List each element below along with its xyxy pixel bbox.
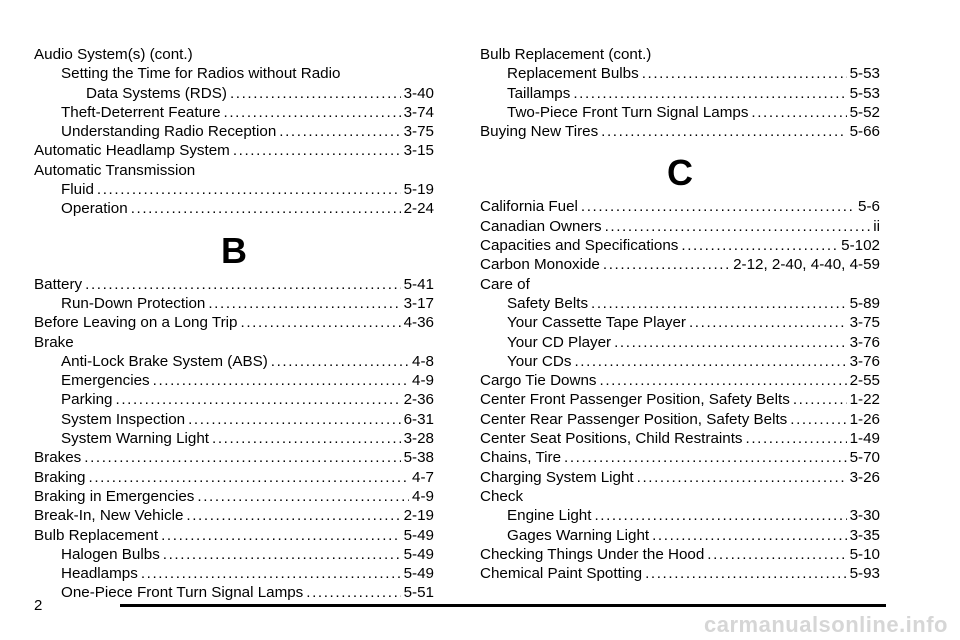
index-entry-text: Buying New Tires bbox=[480, 123, 599, 141]
index-entry-page: 5-51 bbox=[403, 584, 434, 602]
leader-dots bbox=[131, 199, 401, 218]
index-entry-page: 3-76 bbox=[849, 352, 880, 370]
index-entry-page: 5-49 bbox=[403, 526, 434, 544]
index-entry-text: Canadian Owners bbox=[480, 217, 602, 235]
index-entry bbox=[34, 506, 434, 525]
index-entry-text: Check bbox=[480, 487, 524, 505]
index-column-left bbox=[34, 45, 434, 603]
leader-dots bbox=[85, 275, 400, 294]
leader-dots bbox=[271, 352, 409, 371]
index-entry-text: Engine Light bbox=[507, 507, 592, 525]
leader-dots bbox=[153, 371, 409, 390]
index-entry-page: 1-22 bbox=[849, 391, 880, 409]
leader-dots bbox=[581, 197, 855, 216]
index-entry bbox=[34, 122, 434, 141]
leader-dots bbox=[637, 468, 847, 487]
index-entry bbox=[34, 410, 434, 429]
index-entry bbox=[34, 526, 434, 545]
footer-rule bbox=[120, 604, 886, 607]
index-entry-page: 3-17 bbox=[403, 294, 434, 312]
index-entry-text: Charging System Light bbox=[480, 468, 634, 486]
leader-dots bbox=[224, 103, 401, 122]
leader-dots bbox=[306, 583, 400, 602]
index-entry-text: Gages Warning Light bbox=[507, 526, 650, 544]
leader-dots bbox=[574, 352, 846, 371]
index-entry-page: 5-93 bbox=[849, 565, 880, 583]
index-entry-text: System Warning Light bbox=[61, 430, 209, 448]
leader-dots bbox=[681, 236, 838, 255]
index-entry-page: 3-28 bbox=[403, 430, 434, 448]
index-entry-page: 4-36 bbox=[403, 314, 434, 332]
index-entry bbox=[34, 487, 434, 506]
index-entry-page: 3-30 bbox=[849, 507, 880, 525]
index-entry bbox=[34, 161, 434, 180]
leader-dots bbox=[564, 448, 847, 467]
index-entry-page: 4-7 bbox=[412, 468, 434, 486]
index-entry-text: Bulb Replacement bbox=[34, 526, 159, 544]
index-entry bbox=[34, 313, 434, 332]
index-entry-page: 3-26 bbox=[849, 468, 880, 486]
index-entry-text: Chemical Paint Spotting bbox=[480, 565, 643, 583]
leader-dots bbox=[141, 564, 401, 583]
index-entry-text: Data Systems (RDS) bbox=[86, 84, 227, 102]
leader-dots bbox=[279, 122, 400, 141]
leader-dots bbox=[116, 390, 401, 409]
index-entry-text: Break-In, New Vehicle bbox=[34, 507, 184, 525]
index-entry-text: One-Piece Front Turn Signal Lamps bbox=[61, 584, 304, 602]
index-entry bbox=[480, 487, 880, 506]
leader-dots bbox=[600, 371, 847, 390]
index-entry bbox=[34, 103, 434, 122]
leader-dots bbox=[186, 506, 400, 525]
index-entry bbox=[480, 64, 880, 83]
leader-dots bbox=[689, 313, 847, 332]
leader-dots bbox=[793, 390, 847, 409]
index-entry bbox=[480, 122, 880, 141]
index-entry-page: 5-52 bbox=[849, 103, 880, 121]
index-entry-text: Chains, Tire bbox=[480, 449, 562, 467]
index-entry-page: 5-41 bbox=[403, 275, 434, 293]
index-entry bbox=[34, 64, 434, 83]
leader-dots bbox=[241, 313, 401, 332]
index-entry-text: Safety Belts bbox=[507, 294, 589, 312]
index-entry-text: Taillamps bbox=[507, 84, 571, 102]
index-entry-page: 2-12, 2-40, 4-40, 4-59 bbox=[733, 256, 880, 274]
index-entry bbox=[34, 448, 434, 467]
index-entry-page: 3-75 bbox=[403, 123, 434, 141]
index-entry-text: Understanding Radio Reception bbox=[61, 123, 277, 141]
leader-dots bbox=[212, 429, 401, 448]
index-entry-text: Your CDs bbox=[507, 352, 572, 370]
index-entry-text: Anti-Lock Brake System (ABS) bbox=[61, 352, 268, 370]
index-entry bbox=[34, 141, 434, 160]
index-entry bbox=[480, 103, 880, 122]
index-column-right bbox=[480, 45, 880, 583]
index-entry bbox=[480, 429, 880, 448]
leader-dots bbox=[188, 410, 401, 429]
index-entry-text: Headlamps bbox=[61, 565, 138, 583]
leader-dots bbox=[707, 545, 846, 564]
section-letter: C bbox=[667, 152, 693, 194]
index-entry-text: Cargo Tie Downs bbox=[480, 372, 597, 390]
index-entry-text: Battery bbox=[34, 275, 83, 293]
index-entry bbox=[480, 352, 880, 371]
index-entry-page: 2-24 bbox=[403, 200, 434, 218]
page-number: 2 bbox=[34, 597, 43, 614]
leader-dots bbox=[573, 84, 846, 103]
index-entry-page: 5-19 bbox=[403, 181, 434, 199]
leader-dots bbox=[161, 526, 400, 545]
index-entry-text: Run-Down Protection bbox=[61, 294, 206, 312]
index-entry-text: Emergencies bbox=[61, 372, 150, 390]
index-entry-page: 5-49 bbox=[403, 565, 434, 583]
index-entry-page: 3-75 bbox=[849, 314, 880, 332]
leader-dots bbox=[751, 103, 846, 122]
index-entry-page: 5-53 bbox=[849, 65, 880, 83]
index-entry-page: 6-31 bbox=[403, 410, 434, 428]
index-entry bbox=[480, 371, 880, 390]
index-entry bbox=[34, 352, 434, 371]
index-entry bbox=[34, 199, 434, 218]
index-entry-page: 1-26 bbox=[849, 410, 880, 428]
index-entry-text: Checking Things Under the Hood bbox=[480, 545, 705, 563]
index-entry-page: 2-55 bbox=[849, 372, 880, 390]
leader-dots bbox=[645, 564, 847, 583]
index-entry-page: 3-35 bbox=[849, 526, 880, 544]
index-entry-text: Bulb Replacement (cont.) bbox=[480, 46, 652, 63]
index-entry-text: Operation bbox=[61, 200, 128, 218]
index-entry-page: 3-74 bbox=[403, 103, 434, 121]
leader-dots bbox=[594, 506, 846, 525]
leader-dots bbox=[746, 429, 847, 448]
index-entry-page: 5-49 bbox=[403, 545, 434, 563]
index-entry-text: Your Cassette Tape Player bbox=[507, 314, 686, 332]
index-entry-text: California Fuel bbox=[480, 198, 578, 216]
leader-dots bbox=[163, 545, 401, 564]
leader-dots bbox=[642, 64, 847, 83]
index-entry bbox=[34, 583, 434, 602]
index-entry bbox=[480, 410, 880, 429]
index-entry bbox=[480, 526, 880, 545]
index-entry-text: Carbon Monoxide bbox=[480, 256, 600, 274]
index-entry-text: Center Front Passenger Position, Safety Belts bbox=[480, 391, 790, 409]
index-entry bbox=[480, 197, 880, 216]
index-entry bbox=[34, 390, 434, 409]
index-entry bbox=[480, 333, 880, 352]
index-entry bbox=[34, 275, 434, 294]
index-entry bbox=[480, 275, 880, 294]
index-entry bbox=[480, 545, 880, 564]
index-entry bbox=[480, 255, 880, 274]
index-entry-text: Automatic Headlamp System bbox=[34, 142, 230, 160]
leader-dots bbox=[208, 294, 400, 313]
index-entry bbox=[34, 545, 434, 564]
index-entry bbox=[34, 564, 434, 583]
index-entry-page: 5-89 bbox=[849, 294, 880, 312]
index-entry bbox=[34, 333, 434, 352]
index-entry-page: 3-40 bbox=[403, 84, 434, 102]
index-entry-text: Braking in Emergencies bbox=[34, 487, 195, 505]
index-entry-page: 4-8 bbox=[412, 352, 434, 370]
index-entry-text: Audio System(s) (cont.) bbox=[34, 46, 193, 63]
index-entry bbox=[480, 217, 880, 236]
index-entry-text: Center Seat Positions, Child Restraints bbox=[480, 430, 743, 448]
index-entry bbox=[480, 294, 880, 313]
index-entry bbox=[34, 84, 434, 103]
index-entry-text: Parking bbox=[61, 391, 113, 409]
leader-dots bbox=[197, 487, 409, 506]
index-entry-text: Automatic Transmission bbox=[34, 161, 196, 179]
leader-dots bbox=[652, 526, 846, 545]
index-entry-text: System Inspection bbox=[61, 410, 186, 428]
index-entry-text: Your CD Player bbox=[507, 333, 612, 351]
index-entry-page: 1-49 bbox=[849, 430, 880, 448]
index-entry bbox=[480, 506, 880, 525]
index-entry bbox=[480, 236, 880, 255]
index-entry-page: 5-66 bbox=[849, 123, 880, 141]
leader-dots bbox=[790, 410, 846, 429]
index-entry-text: Brake bbox=[34, 333, 74, 351]
index-entry-text: Halogen Bulbs bbox=[61, 545, 160, 563]
watermark: carmanualsonline.info bbox=[704, 612, 948, 637]
index-entry bbox=[34, 45, 434, 64]
index-entry bbox=[34, 468, 434, 487]
index-entry-text: Theft-Deterrent Feature bbox=[61, 103, 221, 121]
index-entry-page: 5-38 bbox=[403, 449, 434, 467]
index-entry-page: 3-76 bbox=[849, 333, 880, 351]
index-entry bbox=[480, 468, 880, 487]
index-entry-page: 4-9 bbox=[412, 487, 434, 505]
index-entry-text: Two-Piece Front Turn Signal Lamps bbox=[507, 103, 749, 121]
leader-dots bbox=[89, 468, 410, 487]
index-entry bbox=[480, 84, 880, 103]
index-entry-text: Before Leaving on a Long Trip bbox=[34, 314, 238, 332]
index-entry-page: 5-102 bbox=[841, 237, 880, 255]
index-entry bbox=[480, 390, 880, 409]
index-entry bbox=[480, 45, 880, 64]
index-entry-text: Fluid bbox=[61, 181, 94, 199]
index-entry-text: Capacities and Specifications bbox=[480, 237, 679, 255]
index-entry-page: ii bbox=[873, 217, 880, 235]
index-entry-text: Care of bbox=[480, 275, 530, 293]
index-entry bbox=[34, 294, 434, 313]
index-entry-text: Brakes bbox=[34, 449, 82, 467]
index-entry-text: Braking bbox=[34, 468, 86, 486]
index-entry bbox=[480, 313, 880, 332]
index-entry bbox=[480, 448, 880, 467]
index-entry-page: 2-19 bbox=[403, 507, 434, 525]
index-entry-page: 5-53 bbox=[849, 84, 880, 102]
leader-dots bbox=[603, 255, 730, 274]
index-entry bbox=[480, 564, 880, 583]
leader-dots bbox=[601, 122, 846, 141]
index-entry-page: 4-9 bbox=[412, 372, 434, 390]
index-entry-text: Setting the Time for Radios without Radio bbox=[61, 65, 341, 83]
index-entry bbox=[34, 429, 434, 448]
index-entry-text: Replacement Bulbs bbox=[507, 65, 639, 83]
index-entry-page: 3-15 bbox=[403, 142, 434, 160]
leader-dots bbox=[614, 333, 846, 352]
leader-dots bbox=[84, 448, 400, 467]
index-entry-page: 2-36 bbox=[403, 391, 434, 409]
index-entry bbox=[34, 180, 434, 199]
leader-dots bbox=[230, 84, 401, 103]
index-entry-page: 5-6 bbox=[858, 198, 880, 216]
index-entry-page: 5-70 bbox=[849, 449, 880, 467]
leader-dots bbox=[591, 294, 847, 313]
leader-dots bbox=[233, 141, 401, 160]
index-entry bbox=[34, 371, 434, 390]
index-entry-page: 5-10 bbox=[849, 545, 880, 563]
index-entry-text: Center Rear Passenger Position, Safety Belts bbox=[480, 410, 788, 428]
leader-dots bbox=[97, 180, 401, 199]
leader-dots bbox=[605, 217, 871, 236]
section-letter: B bbox=[221, 229, 247, 271]
